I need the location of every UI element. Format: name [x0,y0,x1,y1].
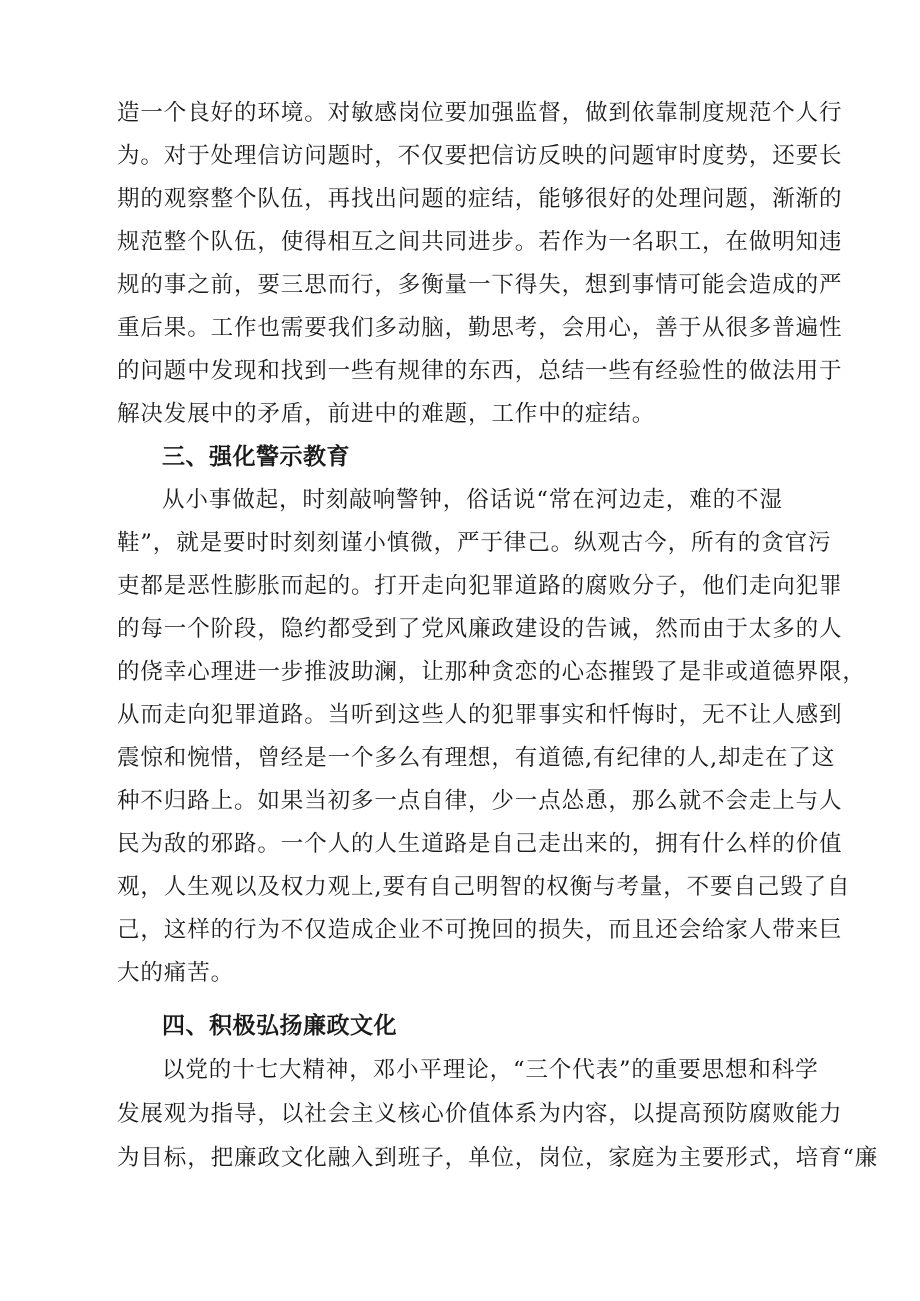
paragraph-line: 的每一个阶段，隐约都受到了党风廉政建设的告诫，然而由于太多的人 [117,616,843,642]
paragraph-line: 解决发展中的矛盾，前进中的难题，工作中的症结。 [117,401,656,427]
paragraph-line: 造一个良好的环境。对敏感岗位要加强监督，做到依靠制度规范个人行 [117,100,843,126]
paragraph-line: 民为敌的邪路。一个人的人生道路是自己走出来的，拥有什么样的价值 [117,831,843,857]
section-heading-four: 四、积极弘扬廉政文化 [162,1013,397,1039]
paragraph-line: 期的观察整个队伍，再找出问题的症结，能够很好的处理问题，渐渐的 [117,186,843,212]
paragraph-line: 为目标，把廉政文化融入到班子，单位，岗位，家庭为主要形式，培育“廉 [117,1145,879,1171]
paragraph-line: 以党的十七大精神，邓小平理论，“三个代表”的重要思想和科学 [162,1057,819,1083]
paragraph-line: 规范整个队伍，使得相互之间共同进步。若作为一名职工，在做明知违 [117,229,843,255]
paragraph-line: 的问题中发现和找到一些有规律的东西，总结一些有经验性的做法用于 [117,358,843,384]
paragraph-line: 大的痛苦。 [117,960,235,986]
paragraph-line: 的侥幸心理进一步推波助澜，让那种贪恋的心态摧毁了是非或道德界限， [117,659,866,685]
paragraph-line: 从小事做起，时刻敲响警钟，俗话说“常在河边走，难的不湿 [162,487,783,513]
paragraph-line: 鞋”，就是要时时刻刻谨小慎微，严于律己。纵观古今，所有的贪官污 [117,530,832,556]
paragraph-line: 观，人生观以及权力观上,要有自己明智的权衡与考量，不要自己毁了自 [117,874,851,900]
section-heading-three: 三、强化警示教育 [162,444,350,470]
paragraph-line: 重后果。工作也需要我们多动脑，勤思考，会用心，善于从很多普遍性 [117,315,843,341]
paragraph-line: 己，这样的行为不仅造成企业不可挽回的损失，而且还会给家人带来巨 [117,917,843,943]
paragraph-line: 震惊和惋惜，曾经是一个多么有理想，有道德,有纪律的人,却走在了这 [117,745,836,771]
paragraph-line: 发展观为指导，以社会主义核心价值体系为内容，以提高预防腐败能力 [117,1101,843,1127]
paragraph-line: 从而走向犯罪道路。当听到这些人的犯罪事实和忏悔时，无不让人感到 [117,702,843,728]
paragraph-line: 吏都是恶性膨胀而起的。打开走向犯罪道路的腐败分子，他们走向犯罪 [117,573,843,599]
paragraph-line: 种不归路上。如果当初多一点自律，少一点怂恿，那么就不会走上与人 [117,788,843,814]
paragraph-line: 为。对于处理信访问题时，不仅要把信访反映的问题审时度势，还要长 [117,143,843,169]
paragraph-line: 规的事之前，要三思而行，多衡量一下得失，想到事情可能会造成的严 [117,272,843,298]
